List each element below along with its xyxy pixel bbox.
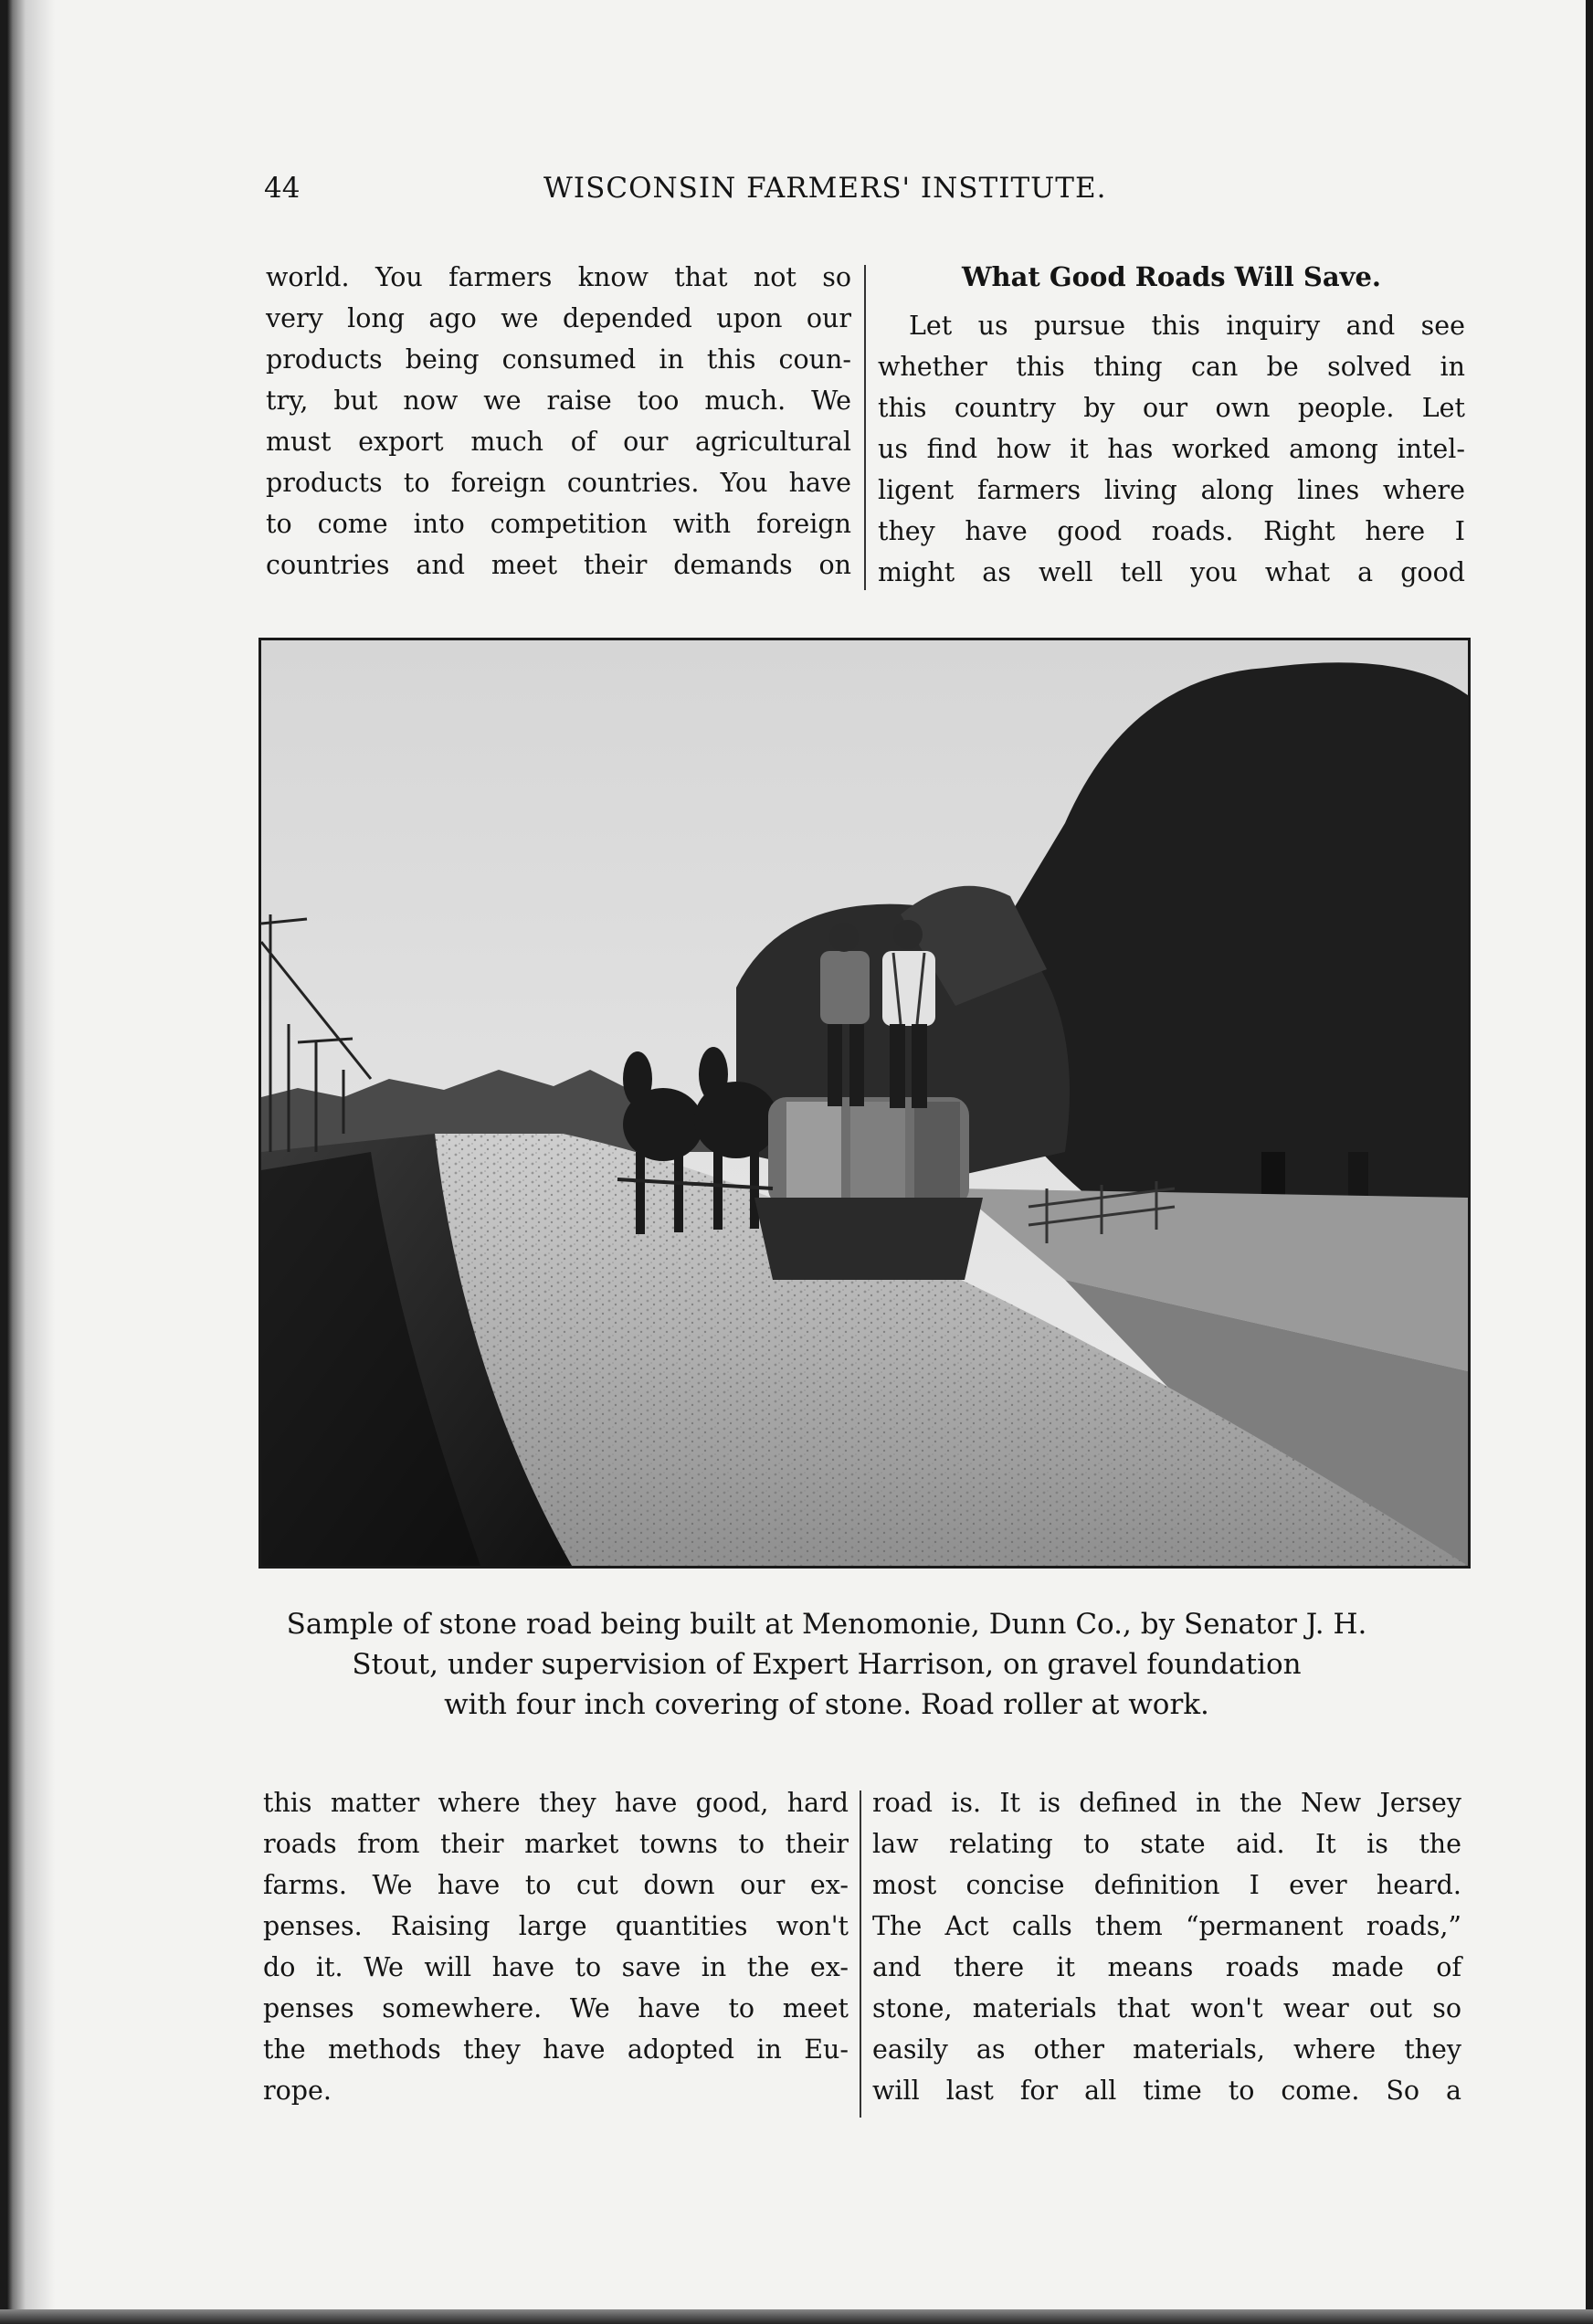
page-edge-shadow-left xyxy=(0,0,55,2324)
text-line: road is. It is defined in the New Jersey xyxy=(872,1788,1461,1818)
text-line: will last for all time to come. So a xyxy=(872,2076,1461,2106)
text-line: The Act calls them “permanent roads,” xyxy=(872,1911,1461,1941)
text-line: penses. Raising large quantities won't xyxy=(263,1911,849,1941)
text-line: whether this thing can be solved in xyxy=(878,352,1465,382)
text-line: penses somewhere. We have to meet xyxy=(263,1993,849,2023)
text-line: products to foreign countries. You have xyxy=(266,468,851,498)
caption-line: Sample of stone road being built at Menomonie, Dunn Co., by Senator J. H. xyxy=(286,1608,1367,1641)
figure-caption xyxy=(210,1604,1443,1725)
running-head: WISCONSIN FARMERS' INSTITUTE. xyxy=(543,172,1107,205)
page-edge-shadow-right xyxy=(1586,0,1593,2324)
text-line: easily as other materials, where they xyxy=(872,2034,1461,2065)
text-line: to come into competition with foreign xyxy=(266,509,851,539)
bottom-left-column xyxy=(263,1782,849,2111)
text-line: the methods they have adopted in Eu- xyxy=(263,2034,849,2065)
text-line: this country by our own people. Let xyxy=(878,393,1465,423)
text-line: stone, materials that won't wear out so xyxy=(872,1993,1461,2023)
road-roller-photo-illustration xyxy=(261,640,1468,1566)
text-line: very long ago we depended upon our xyxy=(266,303,851,333)
text-line: world. You farmers know that not so xyxy=(266,262,851,292)
caption-line: Stout, under supervision of Expert Harrison, on gravel foundation xyxy=(352,1648,1302,1681)
text-line: try, but now we raise too much. We xyxy=(266,386,851,416)
top-left-column xyxy=(266,257,851,586)
section-subheading: What Good Roads Will Save. xyxy=(961,261,1382,292)
text-line: farms. We have to cut down our ex- xyxy=(263,1870,849,1900)
page-number: 44 xyxy=(264,172,301,205)
column-rule-bottom xyxy=(860,1791,861,2118)
text-line: rope. xyxy=(263,2076,332,2106)
text-line: law relating to state aid. It is the xyxy=(872,1829,1461,1859)
text-line: and there it means roads made of xyxy=(872,1952,1461,1982)
text-line: they have good roads. Right here I xyxy=(878,516,1465,546)
caption-line: with four inch covering of stone. Road roller at work. xyxy=(444,1688,1209,1721)
top-right-column xyxy=(878,257,1465,593)
text-line: us find how it has worked among intel- xyxy=(878,434,1465,464)
text-line: countries and meet their demands on xyxy=(266,550,851,580)
column-rule-top xyxy=(864,265,866,590)
bottom-right-column xyxy=(872,1782,1461,2111)
road-photograph xyxy=(258,638,1471,1569)
text-line: this matter where they have good, hard xyxy=(263,1788,849,1818)
text-line: might as well tell you what a good xyxy=(878,557,1465,587)
text-line: must export much of our agricultural xyxy=(266,427,851,457)
text-line: do it. We will have to save in the ex- xyxy=(263,1952,849,1982)
page-edge-shadow-bottom xyxy=(0,2309,1593,2324)
text-line: most concise definition I ever heard. xyxy=(872,1870,1461,1900)
text-line: ligent farmers living along lines where xyxy=(878,475,1465,505)
text-line: Let us pursue this inquiry and see xyxy=(909,311,1465,341)
text-line: products being consumed in this coun- xyxy=(266,344,851,375)
text-line: roads from their market towns to their xyxy=(263,1829,849,1859)
